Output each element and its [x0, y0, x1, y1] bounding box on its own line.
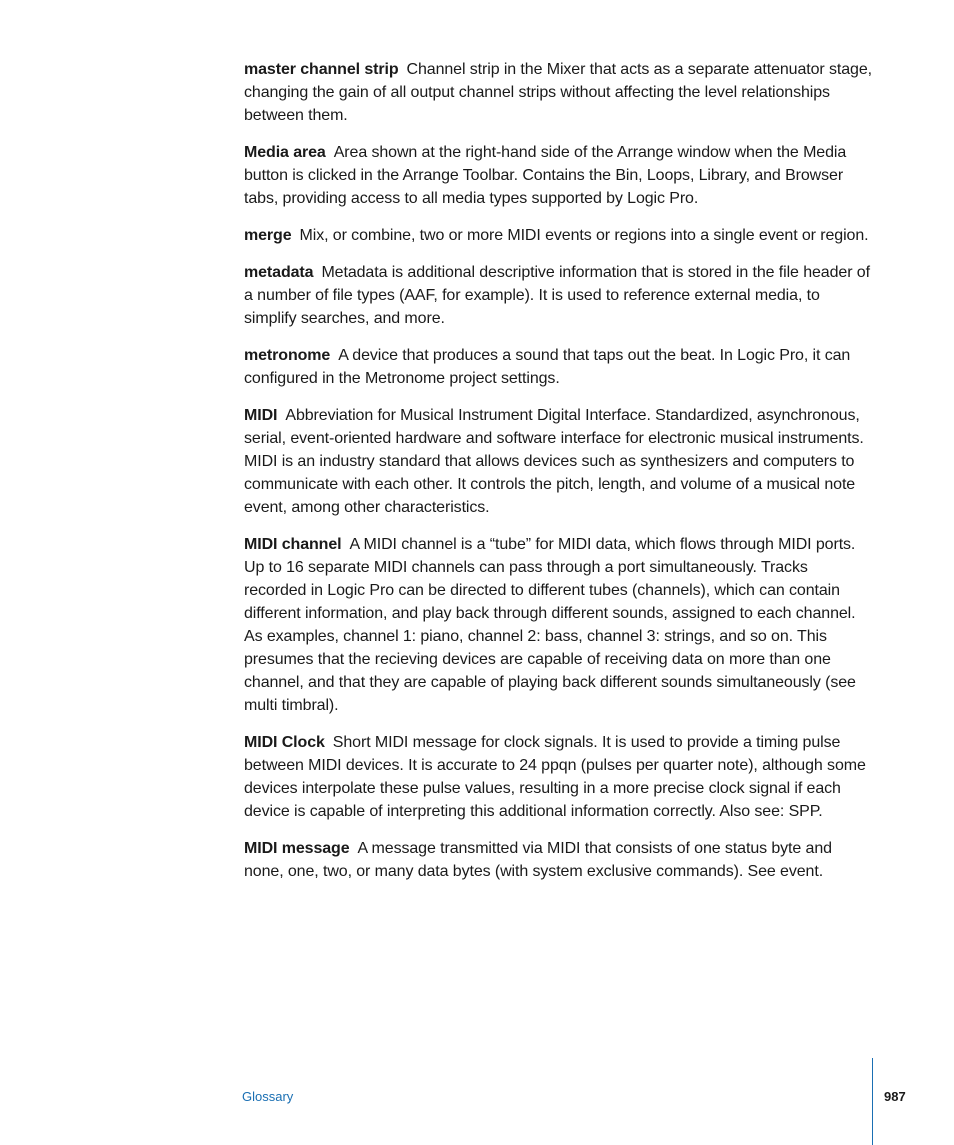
glossary-definition: Channel strip in the Mixer that acts as a separate attenuator stage, changing the gain of all output channel strips without affecting the level relationships between them. [244, 61, 872, 124]
glossary-definition: A device that produces a sound that taps out the beat. In Logic Pro, it can configured in the Metronome project settings. [244, 347, 851, 387]
glossary-entry-metadata [244, 261, 874, 330]
glossary-term: MIDI Clock [244, 734, 325, 751]
glossary-term: MIDI [244, 407, 278, 424]
glossary-term: metronome [244, 347, 331, 364]
footer-section-label: Glossary [242, 1089, 294, 1104]
glossary-content [244, 58, 874, 897]
glossary-entry-media-area [244, 141, 874, 210]
glossary-definition: Mix, or combine, two or more MIDI events or regions into a single event or region. [299, 227, 869, 244]
glossary-entry-midi [244, 404, 874, 519]
glossary-entry-metronome [244, 344, 874, 390]
glossary-definition: Short MIDI message for clock signals. It is used to provide a timing pulse between MIDI devices. It is accurate to 24 ppqn (pulses per quarter note), although some devices interpolate these pulse values, resulting in a more precise clock signal if each device is capable of interpreting this additional information correctly. Also see: SPP. [244, 734, 866, 820]
glossary-term: MIDI message [244, 840, 350, 857]
glossary-definition: A MIDI channel is a “tube” for MIDI data, which flows through MIDI ports. Up to 16 separate MIDI channels can pass through a port simultaneously. Tracks recorded in Logic Pro can be directed to different tubes (channels), which can contain different information, and play back through different sounds, assigned to each channel. As examples, channel 1: piano, channel 2: bass, channel 3: strings, and so on. This presumes that the recieving devices are capable of receiving data on more than one channel, and that they are capable of playing back different sounds simultaneously (see multi timbral). [244, 536, 856, 714]
glossary-entry-master-channel-strip [244, 58, 874, 127]
glossary-term: master channel strip [244, 61, 399, 78]
glossary-term: Media area [244, 144, 326, 161]
glossary-entry-merge [244, 224, 874, 247]
glossary-definition: Abbreviation for Musical Instrument Digital Interface. Standardized, asynchronous, serial, event-oriented hardware and software interface for electronic musical instruments. MIDI is an industry standard that allows devices such as synthesizers and computers to communicate with each other. It controls the pitch, length, and volume of a musical note event, among other characteristics. [244, 407, 864, 516]
glossary-entry-midi-message [244, 837, 874, 883]
glossary-definition: A message transmitted via MIDI that consists of one status byte and none, one, two, or many data bytes (with system exclusive commands). See event. [244, 840, 832, 880]
glossary-term: merge [244, 227, 292, 244]
glossary-term: MIDI channel [244, 536, 342, 553]
page-number: 987 [884, 1089, 906, 1104]
footer-divider [872, 1058, 873, 1145]
glossary-entry-midi-clock [244, 731, 874, 823]
glossary-entry-midi-channel [244, 533, 874, 717]
glossary-definition: Area shown at the right-hand side of the Arrange window when the Media button is clicked in the Arrange Toolbar. Contains the Bin, Loops, Library, and Browser tabs, providing access to all media types supported by Logic Pro. [244, 144, 847, 207]
glossary-definition: Metadata is additional descriptive information that is stored in the file header of a number of file types (AAF, for example). It is used to reference external media, to simplify searches, and more. [244, 264, 870, 327]
glossary-term: metadata [244, 264, 314, 281]
